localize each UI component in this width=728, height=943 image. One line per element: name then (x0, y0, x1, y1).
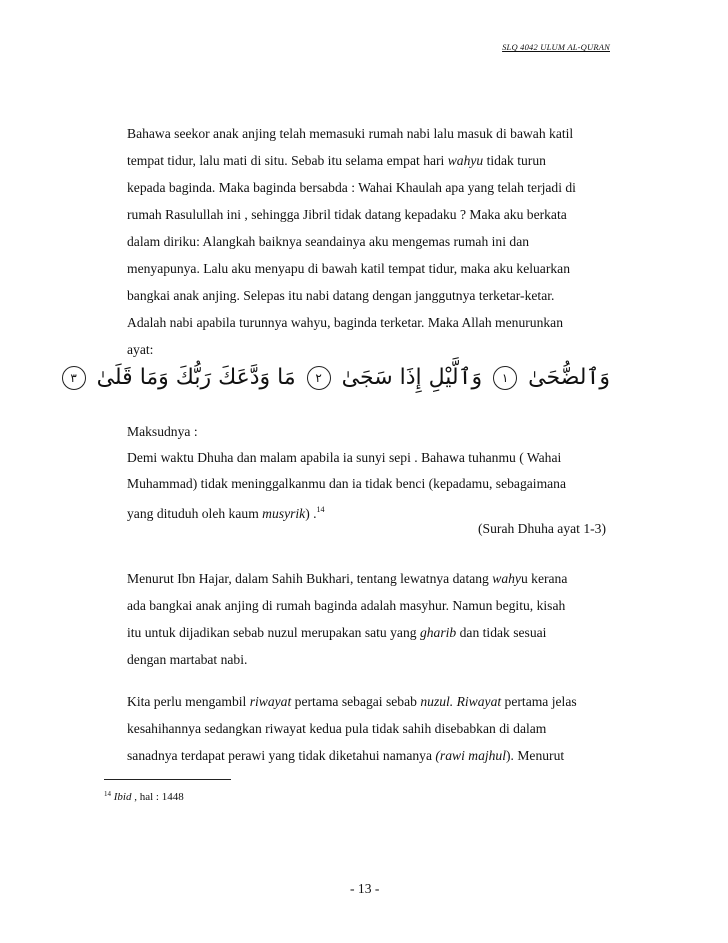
italic-term: gharib (419, 625, 457, 640)
text-run: Menurut Ibn Hajar, dalam Sahih Bukhari, tentang lewatnya datang (127, 571, 493, 586)
text-run: dan tidak sesuai (456, 625, 547, 640)
footnote-text: , hal : 1448 (131, 791, 184, 803)
text-run: u kerana (520, 571, 568, 586)
text-run: pertama sebagai sebab (291, 694, 421, 709)
italic-term: (rawi majhul (435, 748, 507, 763)
text-run: tidak turun (483, 153, 546, 168)
text-line (127, 688, 607, 715)
ayah-marker: ٢ (307, 366, 331, 390)
text-line: Maksudnya : (127, 424, 198, 439)
paragraph-1 (127, 120, 607, 363)
text-run: Kita perlu mengambil (127, 694, 250, 709)
text-run: ) . (305, 506, 317, 521)
text-line: Demi waktu Dhuha dan malam apabila ia sunyi sepi . Bahawa tuhanmu ( Wahai (127, 450, 562, 465)
text-run: sanadnya terdapat perawi yang tidak diketahui namanya (127, 748, 436, 763)
text-line: menyapunya. Lalu aku menyapu di bawah katil tempat tidur, maka aku keluarkan (127, 261, 570, 276)
paragraph-3 (127, 565, 607, 673)
running-header: SLQ 4042 ULUM AL-QURAN (502, 42, 610, 52)
text-line: dengan martabat nabi. (127, 652, 248, 667)
verse-segment: مَا وَدَّعَكَ رَبُّكَ وَمَا قَلَىٰ (96, 365, 296, 390)
text-line (127, 497, 607, 523)
footnote-divider (104, 779, 231, 780)
verse-citation: (Surah Dhuha ayat 1-3) (478, 521, 606, 536)
paragraph-4 (127, 688, 607, 769)
text-line: bangkai anak anjing. Selepas itu nabi datang dengan janggutnya terketar-ketar. (127, 288, 555, 303)
paragraph-translation (127, 419, 607, 523)
verse-segment: وَٱلضُّحَىٰ (528, 365, 610, 390)
verse-segment: وَٱلَّيْلِ إِذَا سَجَىٰ (341, 365, 483, 390)
footnote-number: 14 (104, 790, 111, 798)
italic-term: wahyu (447, 153, 484, 168)
footnote-source: Ibid (113, 791, 132, 803)
italic-term: musyrik (262, 506, 306, 521)
text-line: ada bangkai anak anjing di rumah baginda adalah masyhur. Namun begitu, kisah (127, 598, 566, 613)
text-line (127, 565, 607, 592)
text-line: kesahihannya sedangkan riwayat kedua pula tidak sahih disebabkan di dalam (127, 721, 547, 736)
text-line: ayat: (127, 342, 154, 357)
text-run: tempat tidur, lalu mati di situ. Sebab itu selama empat hari (127, 153, 448, 168)
text-line: kepada baginda. Maka baginda bersabda : Wahai Khaulah apa yang telah terjadi di (127, 180, 576, 195)
ayah-marker: ٣ (62, 366, 86, 390)
text-line: Muhammad) tidak meninggalkanmu dan ia tidak benci (kepadamu, sebagaimana (127, 476, 567, 491)
text-line: Adalah nabi apabila turunnya wahyu, baginda terketar. Maka Allah menurunkan (127, 315, 563, 330)
ayah-marker: ١ (493, 366, 517, 390)
text-line (127, 742, 607, 769)
footnote-reference[interactable]: 14 (316, 505, 325, 514)
quran-verse (70, 356, 610, 400)
text-line: Bahawa seekor anak anjing telah memasuki rumah nabi lalu masuk di bawah katil (127, 126, 574, 141)
footnote (104, 790, 184, 803)
text-run: pertama jelas (501, 694, 577, 709)
text-run: ). Menurut (506, 748, 565, 763)
text-line: rumah Rasulullah ini , sehingga Jibril tidak datang kepadaku ? Maka aku berkata (127, 207, 567, 222)
text-line (127, 147, 607, 174)
page-number: - 13 - (350, 881, 380, 896)
italic-term: nuzul. Riwayat (420, 694, 502, 709)
text-run: yang dituduh oleh kaum (127, 506, 263, 521)
italic-term: riwayat (249, 694, 292, 709)
text-run: itu untuk dijadikan sebab nuzul merupakan satu yang (127, 625, 420, 640)
italic-term: wahy (492, 571, 521, 586)
text-line: dalam diriku: Alangkah baiknya seandainya aku mengemas rumah ini dan (127, 234, 530, 249)
text-line (127, 619, 607, 646)
